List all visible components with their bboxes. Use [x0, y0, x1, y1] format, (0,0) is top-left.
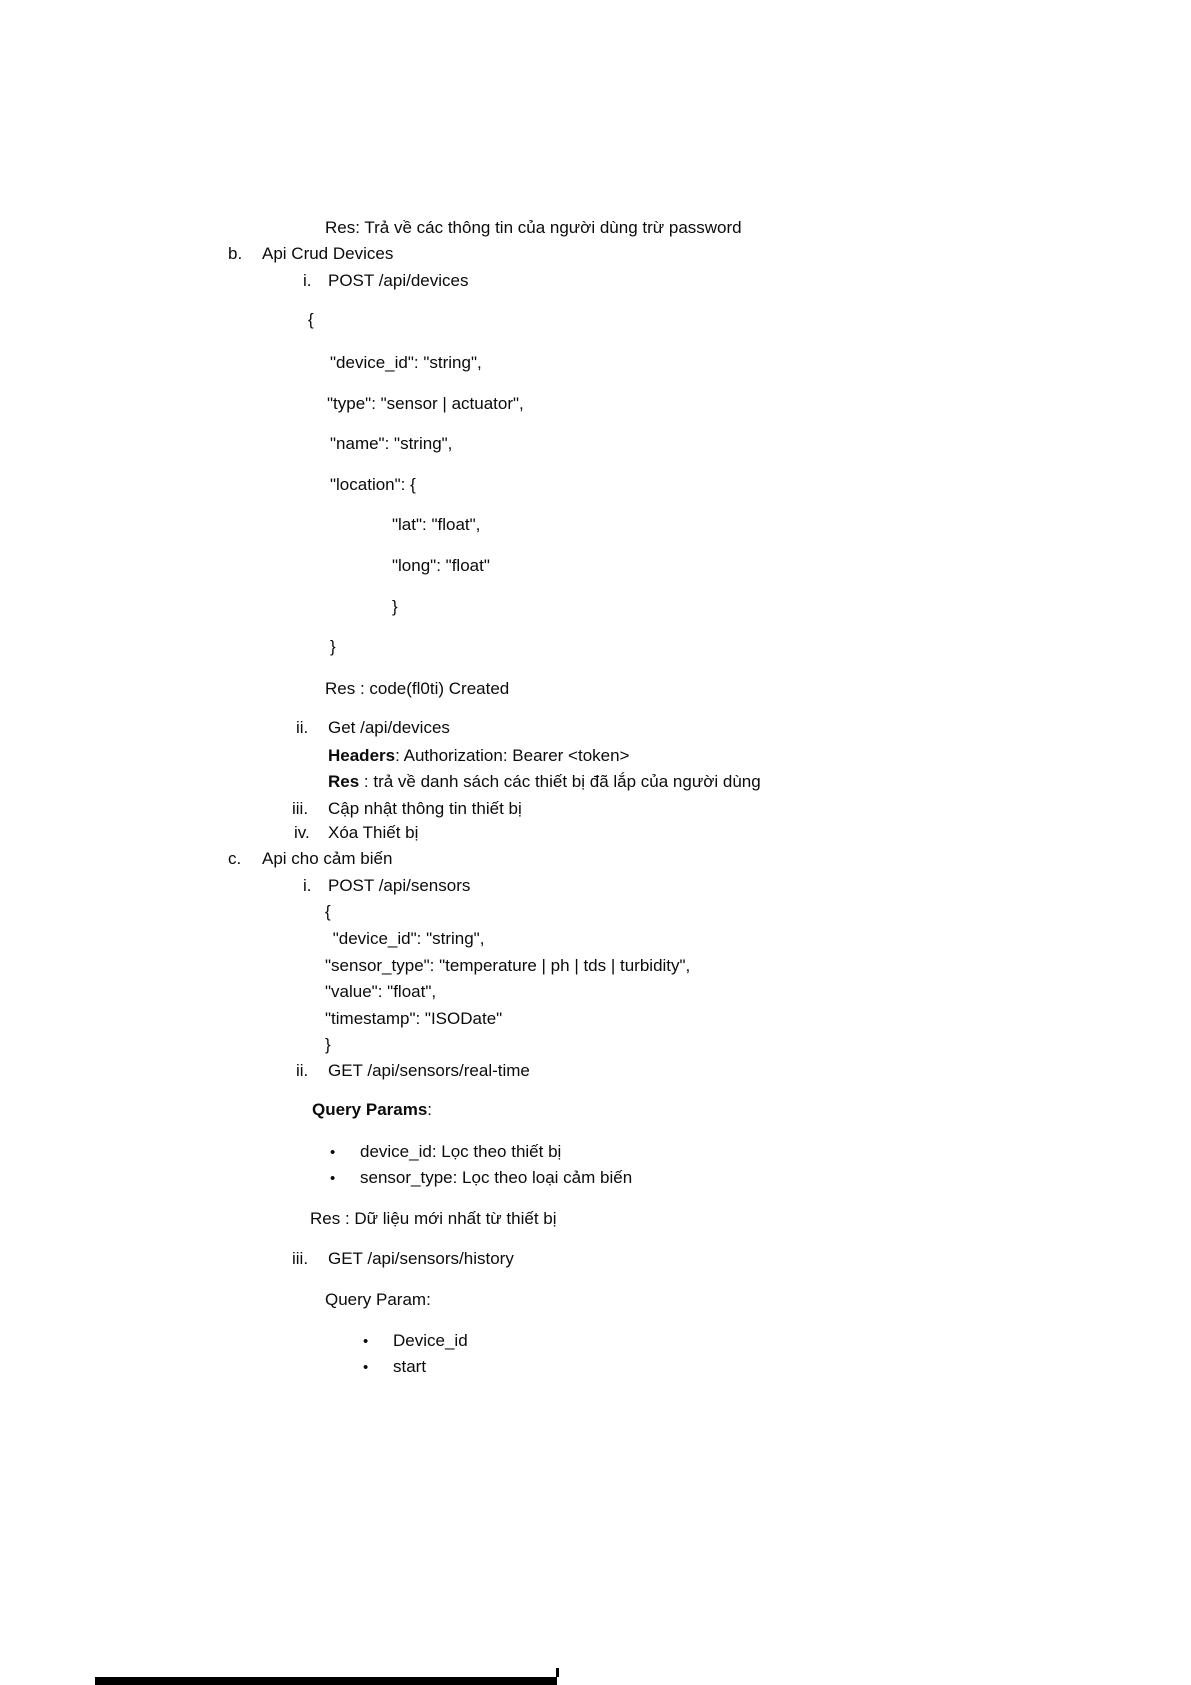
bullet-history-device-id	[363, 1328, 468, 1355]
list-marker-c-iii: iii.	[292, 1249, 309, 1268]
headers-value: : Authorization: Bearer <token>	[395, 746, 630, 765]
res-user-note: Res: Trả về các thông tin của người dùng trừ password	[325, 218, 742, 237]
json-open-brace: {	[308, 310, 314, 329]
bullet-icon: •	[363, 1359, 369, 1376]
list-marker-ii: ii.	[296, 718, 309, 737]
post-devices-item	[303, 268, 468, 294]
get-history-label: GET /api/sensors/history	[328, 1249, 514, 1268]
sensors-json-close-brace: }	[325, 1035, 331, 1054]
delete-device-item	[294, 820, 418, 846]
sensors-json-sensor-type: "sensor_type": "temperature | ph | tds | turbidity",	[325, 956, 691, 975]
post-sensors-item	[303, 873, 470, 899]
list-marker-iii: iii.	[292, 799, 309, 818]
section-b-title: Api Crud Devices	[262, 244, 394, 263]
section-c-heading	[228, 846, 392, 872]
sensors-json-value: "value": "float",	[325, 982, 437, 1001]
sensors-json-open-brace: {	[325, 902, 331, 921]
bullet-icon: •	[363, 1333, 369, 1350]
bullet-history-start-text: start	[393, 1357, 427, 1376]
update-device-label: Cập nhật thông tin thiết bị	[328, 799, 522, 818]
query-params-heading	[312, 1097, 432, 1123]
query-params-colon: :	[427, 1100, 433, 1119]
get-devices-item	[296, 715, 450, 741]
post-sensors-label: POST /api/sensors	[328, 876, 471, 895]
section-b-heading	[228, 241, 393, 267]
list-marker-c-i: i.	[303, 876, 312, 895]
json-line-long: "long": "float"	[392, 556, 490, 575]
sensors-json-device-id: "device_id": "string",	[328, 929, 485, 948]
list-marker-iv: iv.	[294, 823, 310, 842]
query-params-label: Query Params	[312, 1100, 428, 1119]
json-line-name: "name": "string",	[330, 434, 453, 453]
section-c-title: Api cho cảm biến	[262, 849, 393, 868]
res-realtime-note: Res : Dữ liệu mới nhất từ thiết bị	[310, 1209, 557, 1228]
list-marker-c: c.	[228, 849, 242, 868]
res-value: : trả về danh sách các thiết bị đã lắp của người dùng	[359, 772, 761, 791]
get-realtime-item	[296, 1058, 530, 1084]
res-devices-line	[328, 769, 761, 795]
json-line-lat: "lat": "float",	[392, 515, 481, 534]
get-devices-label: Get /api/devices	[328, 718, 450, 737]
bullet-device-id-filter	[330, 1139, 561, 1166]
bullet-sensor-type-text: sensor_type: Lọc theo loại cảm biến	[360, 1168, 633, 1187]
bottom-black-bar	[95, 1677, 557, 1685]
json-line-device-id: "device_id": "string",	[330, 353, 482, 372]
json-inner-close-brace: }	[392, 597, 398, 616]
list-marker-c-ii: ii.	[296, 1061, 309, 1080]
sensors-json-timestamp: "timestamp": "ISODate"	[325, 1009, 503, 1028]
list-marker-b: b.	[228, 244, 243, 263]
bottom-tick-artifact	[556, 1668, 559, 1677]
json-line-type: "type": "sensor | actuator",	[327, 394, 524, 413]
headers-line	[328, 743, 629, 769]
res-created-note: Res : code(fl0ti) Created	[325, 679, 510, 698]
bullet-device-id-text: device_id: Lọc theo thiết bị	[360, 1142, 562, 1161]
query-param-heading: Query Param:	[325, 1290, 431, 1309]
res-label: Res	[328, 772, 360, 791]
list-marker-i: i.	[303, 271, 312, 290]
get-history-item	[292, 1246, 514, 1272]
headers-label: Headers	[328, 746, 396, 765]
update-device-item	[292, 796, 522, 822]
bullet-icon: •	[330, 1144, 336, 1161]
bullet-history-device-id-text: Device_id	[393, 1331, 468, 1350]
json-line-location: "location": {	[330, 475, 416, 494]
post-devices-label: POST /api/devices	[328, 271, 469, 290]
get-realtime-label: GET /api/sensors/real-time	[328, 1061, 530, 1080]
bullet-history-start	[363, 1354, 426, 1381]
bullet-icon: •	[330, 1170, 336, 1187]
json-close-brace: }	[330, 637, 336, 656]
bullet-sensor-type-filter	[330, 1165, 632, 1192]
delete-device-label: Xóa Thiết bị	[328, 823, 419, 842]
